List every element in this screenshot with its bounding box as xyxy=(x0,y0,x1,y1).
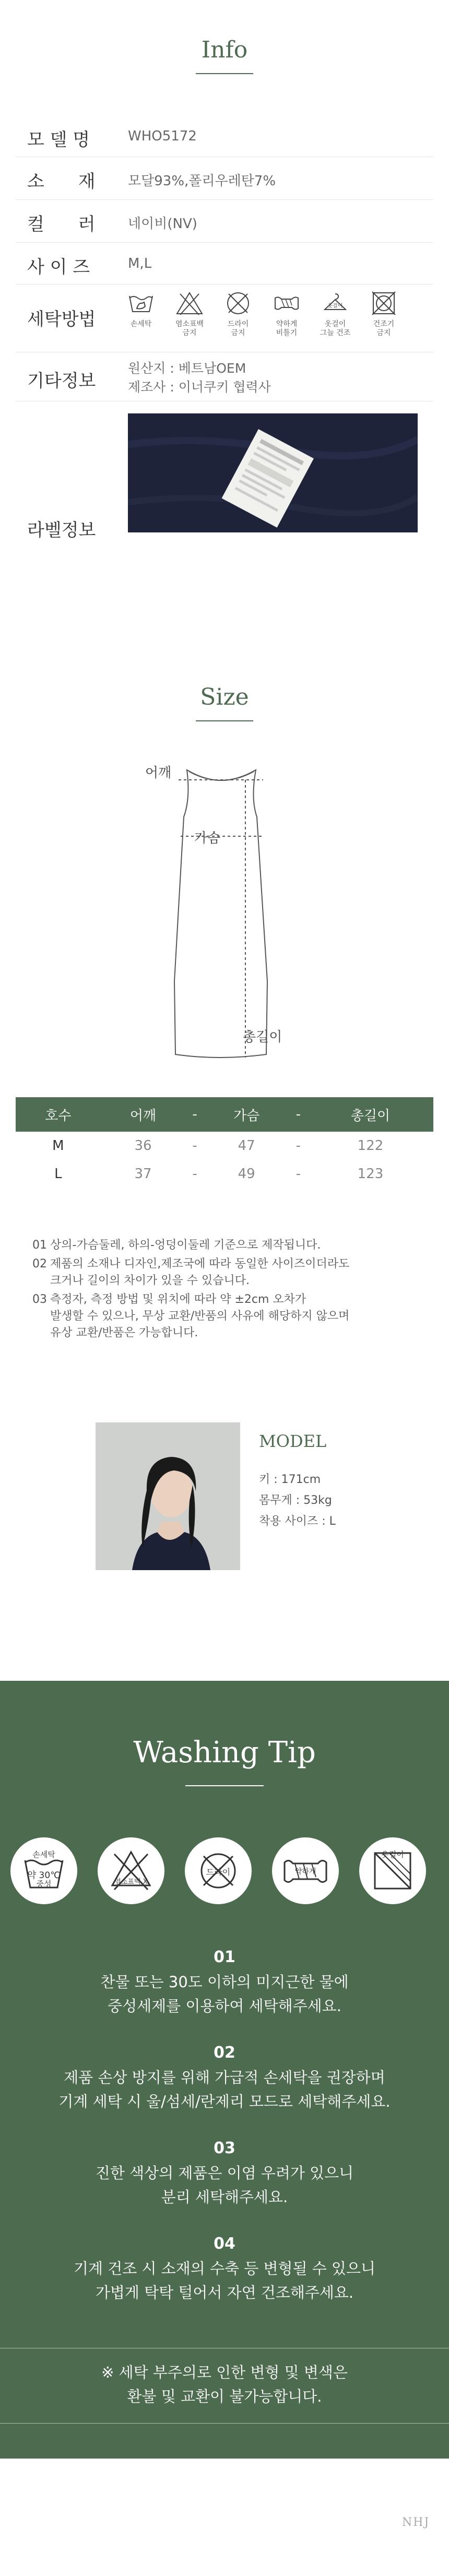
table-cell: 122 xyxy=(357,1138,384,1154)
table-cell: - xyxy=(192,1138,197,1154)
shade-dry-caption: 옷걸이 xyxy=(381,1850,404,1859)
warning-divider-bottom xyxy=(0,2423,449,2424)
size-notes xyxy=(32,1237,429,1342)
note-item xyxy=(32,1237,429,1254)
model-portrait-image xyxy=(96,1422,240,1570)
wash-caption: 건조기 금지 xyxy=(373,320,395,337)
table-row xyxy=(16,1132,433,1160)
tip-text: 진한 색상의 제품은 이염 우려가 있으니 분리 세탁해주세요. xyxy=(95,2164,354,2206)
no-dry-clean-icon xyxy=(223,289,253,318)
info-label: 세탁방법 xyxy=(27,309,96,330)
info-row-wash xyxy=(16,284,433,352)
hand-wash-icon xyxy=(126,289,156,318)
info-row-color xyxy=(16,199,433,243)
header-cell: 어깨 xyxy=(101,1097,186,1132)
wash-item xyxy=(174,289,205,338)
size-table xyxy=(16,1097,433,1188)
note-number: 02 xyxy=(32,1257,47,1271)
tip-text: 기계 건조 시 소재의 수축 등 변형될 수 있으니 가볍게 탁탁 털어서 자연 건조해주세요. xyxy=(74,2260,375,2301)
wash-item xyxy=(368,289,399,338)
model-photo xyxy=(96,1422,240,1570)
size-table-header xyxy=(16,1097,433,1132)
maker-text: 제조사 : 이너쿠키 협력사 xyxy=(128,379,271,395)
shade-dry-icon xyxy=(321,289,350,318)
info-label: 사 이 즈 xyxy=(27,257,90,278)
header-cell: - xyxy=(289,1097,308,1132)
wash-caption: 옷걸이 그늘 건조 xyxy=(320,320,351,337)
info-row-etc xyxy=(16,352,433,401)
table-cell: - xyxy=(192,1166,197,1182)
note-number: 03 xyxy=(32,1293,47,1306)
washing-icon-circle xyxy=(10,1837,77,1904)
info-value: 모달93%,폴리우레탄7% xyxy=(128,173,276,189)
info-row-model xyxy=(16,115,433,157)
table-cell: M xyxy=(52,1138,64,1154)
warning-text: ※ 세탁 부주의로 인한 변형 및 변색은 환불 및 교환이 불가능합니다. xyxy=(101,2364,348,2405)
table-cell: 49 xyxy=(238,1166,255,1182)
wash-caption: 염소표백 금지 xyxy=(175,320,204,337)
info-value: 네이비(NV) xyxy=(128,216,197,232)
model-size: 착용 사이즈 : L xyxy=(259,1515,336,1528)
info-label: 컬 러 xyxy=(27,214,96,235)
model-height: 키 : 171cm xyxy=(259,1473,321,1486)
wash-item xyxy=(320,289,351,338)
wash-caption: 손세탁 xyxy=(130,320,152,328)
note-text: 측정자, 측정 방법 및 위치에 따라 약 ±2cm 오차가 발생할 수 있으나, 무상 교환/반품의 사유에 해당하지 않으며 유상 교환/반품은 가능합니다. xyxy=(50,1293,350,1339)
model-info xyxy=(259,1469,336,1532)
dry-clean-caption: 드라이 xyxy=(206,1867,231,1877)
footer-brand: NHJ xyxy=(402,2516,430,2529)
care-label-image xyxy=(128,413,418,532)
wring-gently-icon xyxy=(272,289,301,318)
model-weight: 몸무게 : 53kg xyxy=(259,1494,332,1507)
washing-icon-circle xyxy=(98,1837,164,1904)
wash-caption: 드라이 금지 xyxy=(227,320,249,337)
info-label: 소 재 xyxy=(27,171,96,192)
washing-icon-circle xyxy=(272,1837,339,1904)
wash-item xyxy=(222,289,254,338)
tip-number: 01 xyxy=(214,1948,235,1966)
table-cell: 37 xyxy=(134,1166,152,1182)
table-cell: 47 xyxy=(238,1138,255,1154)
header-cell: 총길이 xyxy=(308,1097,433,1132)
tip-number: 02 xyxy=(214,2044,235,2062)
info-label: 라벨정보 xyxy=(27,520,96,541)
no-bleach-icon xyxy=(98,1837,164,1904)
hand-wash-neutral: 중성 xyxy=(36,1879,52,1889)
table-cell: L xyxy=(54,1166,62,1182)
origin-text: 원산지 : 베트남OEM xyxy=(128,361,246,376)
header-cell: - xyxy=(185,1097,204,1132)
table-cell: 123 xyxy=(357,1166,384,1182)
header-cell: 가슴 xyxy=(204,1097,289,1132)
note-item xyxy=(32,1256,429,1289)
table-cell: - xyxy=(296,1138,301,1154)
size-title-underline xyxy=(196,720,253,721)
hand-wash-caption: 손세탁 xyxy=(32,1850,55,1859)
label-photo xyxy=(128,413,418,532)
table-row xyxy=(16,1160,433,1188)
wring-caption: 약하게 xyxy=(294,1868,316,1876)
info-row-material xyxy=(16,157,433,200)
washing-title-underline xyxy=(185,1785,264,1786)
wash-item xyxy=(271,289,302,338)
washing-icon-circle xyxy=(185,1837,252,1904)
svg-text:옷걸이: 옷걸이 xyxy=(327,303,343,309)
washing-title: Washing Tip xyxy=(133,1736,316,1770)
tip-text: 찬물 또는 30도 이하의 미지근한 물에 중성세제를 이용하여 세탁해주세요. xyxy=(100,1973,349,2015)
note-number: 01 xyxy=(32,1239,47,1252)
diagram-label-shoulder: 어깨 xyxy=(145,765,172,781)
size-title: Size xyxy=(200,684,249,710)
info-title: Info xyxy=(201,37,248,63)
no-tumble-dry-icon xyxy=(369,289,398,318)
dress-diagram xyxy=(0,741,449,1065)
wash-item xyxy=(125,289,157,329)
table-cell: 36 xyxy=(134,1138,152,1154)
note-text: 상의-가슴둘레, 하의-엉덩이둘레 기준으로 제작됩니다. xyxy=(50,1239,321,1252)
shade-dry-icon xyxy=(359,1837,426,1904)
model-title: MODEL xyxy=(259,1431,327,1451)
info-label: 모 델 명 xyxy=(27,129,90,150)
wash-caption: 약하게 비틀기 xyxy=(276,320,298,337)
diagram-label-chest: 가슴 xyxy=(194,830,221,846)
info-title-underline xyxy=(196,73,253,74)
tip-number: 03 xyxy=(214,2139,235,2157)
info-row-size xyxy=(16,242,433,284)
no-bleach-caption: 염소표백 X xyxy=(114,1878,148,1886)
info-value: M,L xyxy=(128,256,152,271)
washing-icon-circle xyxy=(359,1837,426,1904)
info-value: WHO5172 xyxy=(128,128,197,144)
info-row-label xyxy=(16,401,433,594)
tip-number: 04 xyxy=(214,2235,235,2253)
tip-text: 제품 손상 방지를 위해 가급적 손세탁을 권장하며 기계 세탁 시 울/섬세/란제리 모드로 세탁해주세요. xyxy=(58,2069,391,2110)
note-item xyxy=(32,1291,429,1342)
no-bleach-icon xyxy=(175,289,204,318)
note-text: 제품의 소재나 디자인,제조국에 따라 동일한 사이즈이더라도 크거나 길이의 차이가 있을 수 있습니다. xyxy=(50,1257,350,1287)
table-cell: - xyxy=(296,1166,301,1182)
etc-lines xyxy=(128,359,271,397)
header-cell: 호수 xyxy=(16,1097,101,1132)
diagram-label-length: 총길이 xyxy=(243,1029,282,1045)
hand-wash-temp: 약 30℃ xyxy=(27,1870,61,1881)
info-label: 기타정보 xyxy=(27,371,96,391)
